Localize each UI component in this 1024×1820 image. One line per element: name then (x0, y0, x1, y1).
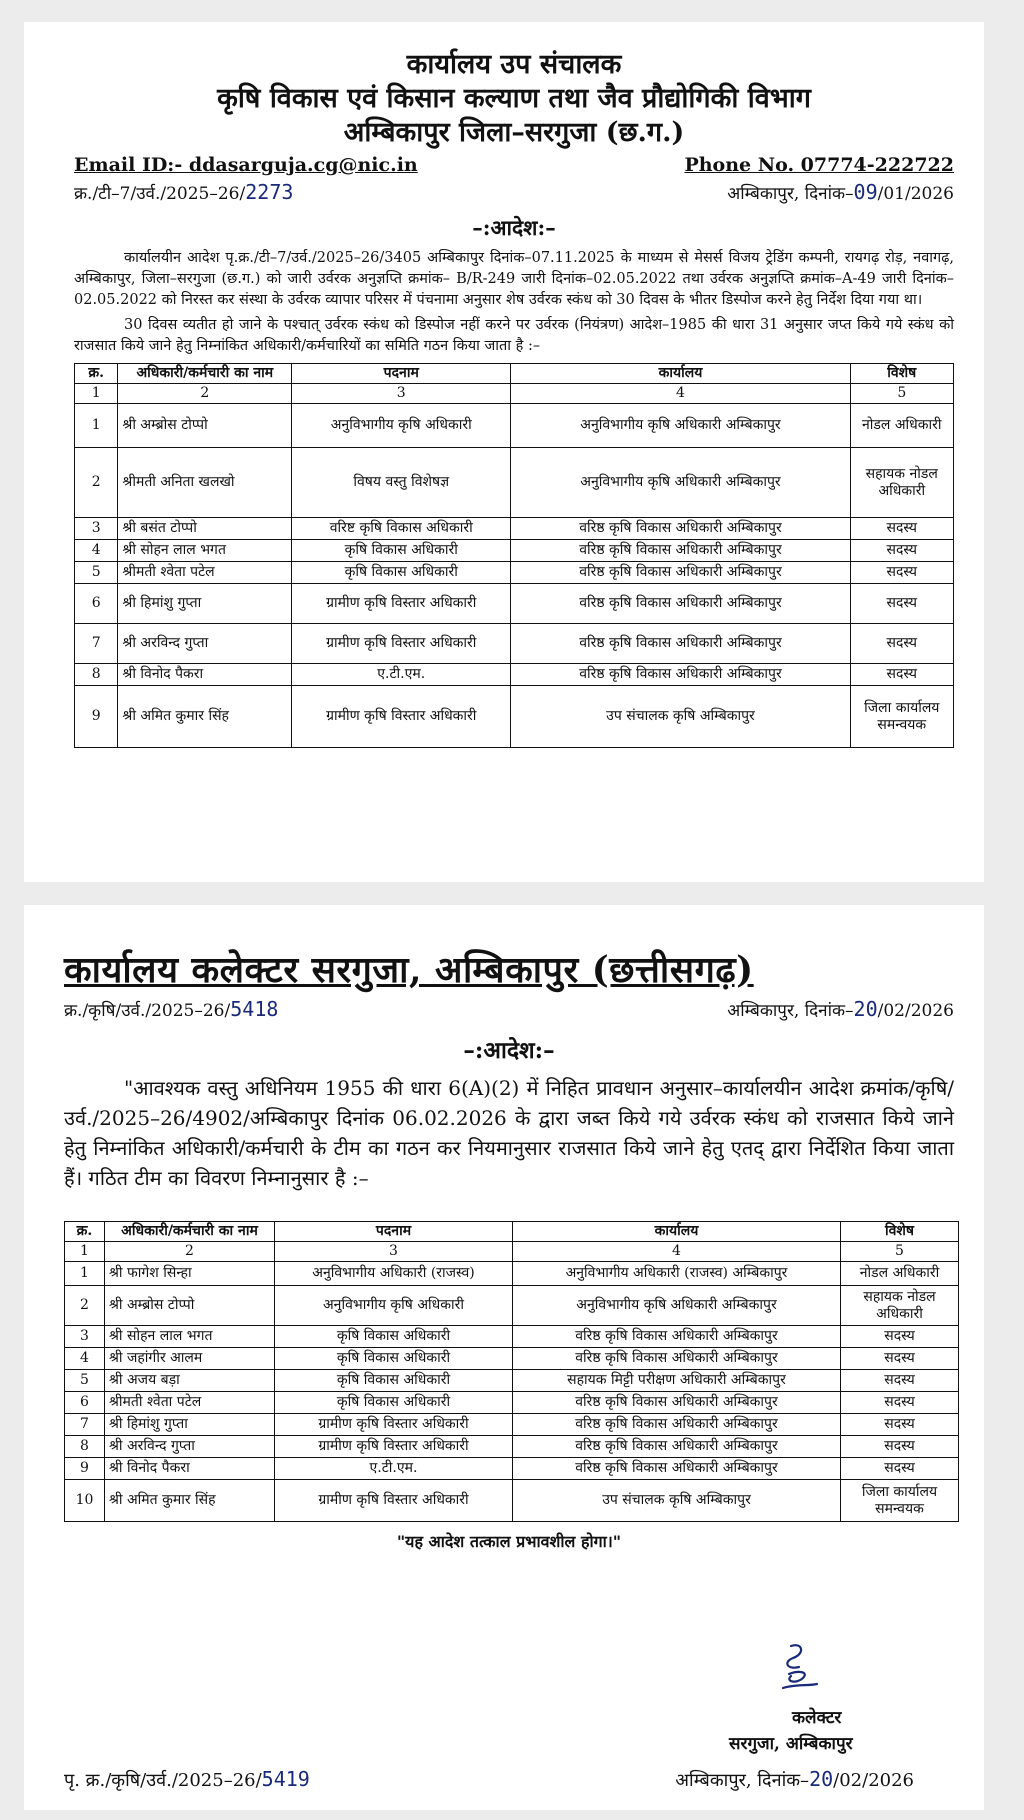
order-paragraph: "आवश्यक वस्तु अधिनियम 1955 की धारा 6(A)(2) में निहित प्रावधान अनुसार–कार्यालयीन आदेश क्रमांक/कृषि/उर्व./2025–26/4902/अम्बिकापुर दिनांक 06.02.2026 के द्वारा जब्त किये गये उर्वरक स्कंध को राजसात किये जाने हेतु निम्नांकित अधिकारी/कर्मचारी के टीम का गठन कर नियमानुसार राजसात किये जाने हेतु एतद् द्वारा निर्देशित किया जाता हैं। गठित टीम का विवरण निम्नानुसार है :– (64, 1076, 954, 1190)
column-header: पदनाम (292, 364, 511, 384)
cell-name: श्री जहांगीर आलम (105, 1348, 275, 1370)
table-body (65, 1262, 959, 1522)
table-header-row (75, 364, 954, 384)
cell-office: अनुविभागीय अधिकारी (राजस्व) अम्बिकापुर (513, 1262, 841, 1286)
cell-no: 1 (75, 404, 118, 448)
date-prefix: अम्बिकापुर, दिनांक– (727, 184, 854, 204)
column-header: विशेष (850, 364, 953, 384)
cell-name: श्री फागेश सिन्हा (105, 1262, 275, 1286)
reference-number (74, 180, 293, 204)
closing-statement: "यह आदेश तत्काल प्रभावशील होगा।" (396, 1532, 622, 1551)
committee-table (74, 363, 954, 748)
handwritten-signature (769, 1640, 829, 1695)
cell-office: वरिष्ठ कृषि विकास अधिकारी अम्बिकापुर (511, 664, 850, 686)
phone-text: Phone No. 07774-222722 (684, 154, 954, 176)
cell-role: सहायक नोडल अधिकारी (850, 448, 953, 518)
cell-designation: कृषि विकास अधिकारी (275, 1326, 513, 1348)
cell-designation: कृषि विकास अधिकारी (292, 562, 511, 584)
cell-no: 10 (65, 1480, 105, 1522)
cell-designation: ग्रामीण कृषि विस्तार अधिकारी (292, 686, 511, 748)
cell-role: सदस्य (850, 664, 953, 686)
order-2-document (24, 905, 984, 1810)
cell-name: श्री विनोद पैकरा (105, 1458, 275, 1480)
cell-no: 3 (65, 1326, 105, 1348)
cell-office: वरिष्ठ कृषि विकास अधिकारी अम्बिकापुर (511, 584, 850, 624)
cell-no: 7 (65, 1414, 105, 1436)
cell-designation: अनुविभागीय कृषि अधिकारी (275, 1286, 513, 1326)
ref-handwritten-number: 2273 (245, 180, 294, 204)
column-header: क्र. (65, 1222, 105, 1242)
column-number-cell: 1 (65, 1242, 105, 1262)
cell-role: सदस्य (841, 1458, 959, 1480)
cell-name: श्री हिमांशु गुप्ता (118, 584, 292, 624)
cell-name: श्रीमती श्वेता पटेल (105, 1392, 275, 1414)
table-column-number-row (75, 384, 954, 404)
cell-no: 6 (75, 584, 118, 624)
column-header: पदनाम (275, 1222, 513, 1242)
cell-office: वरिष्ठ कृषि विकास अधिकारी अम्बिकापुर (511, 540, 850, 562)
cell-role: सदस्य (850, 562, 953, 584)
column-number-cell: 1 (75, 384, 118, 404)
date-rest: /01/2026 (877, 184, 954, 204)
cell-designation: ग्रामीण कृषि विस्तार अधिकारी (292, 624, 511, 664)
cell-no: 4 (65, 1348, 105, 1370)
cell-name: श्री अरविन्द गुप्ता (105, 1436, 275, 1458)
column-number-cell: 2 (118, 384, 292, 404)
cell-no: 6 (65, 1392, 105, 1414)
cell-no: 2 (75, 448, 118, 518)
cell-designation: ग्रामीण कृषि विस्तार अधिकारी (292, 584, 511, 624)
table-row (75, 664, 954, 686)
cell-name: श्रीमती अनिता खलखो (118, 448, 292, 518)
table-row (75, 448, 954, 518)
table-row (65, 1392, 959, 1414)
cell-no: 2 (65, 1286, 105, 1326)
cell-office: वरिष्ठ कृषि विकास अधिकारी अम्बिकापुर (513, 1414, 841, 1436)
location-heading: अम्बिकापुर जिला–सरगुजा (छ.ग.) (343, 117, 685, 148)
column-number-cell: 3 (275, 1242, 513, 1262)
cell-designation: कृषि विकास अधिकारी (275, 1392, 513, 1414)
endorse-handwritten-number: 5419 (261, 1767, 310, 1791)
cell-role: जिला कार्यालय समन्वयक (841, 1480, 959, 1522)
table-header-row (65, 1222, 959, 1242)
cell-name: श्री अम्ब्रोस टोप्पो (118, 404, 292, 448)
reference-row (64, 997, 954, 1021)
table-row (75, 404, 954, 448)
ref-handwritten-number: 5418 (230, 997, 279, 1021)
endorse-date-prefix: अम्बिकापुर, दिनांक– (675, 1770, 810, 1791)
department-heading: कृषि विकास एवं किसान कल्याण तथा जैव प्रौद्योगिकी विभाग (217, 83, 811, 114)
endorse-prefix: पृ. क्र./कृषि/उर्व./2025–26/ (64, 1770, 262, 1791)
cell-office: वरिष्ठ कृषि विकास अधिकारी अम्बिकापुर (513, 1348, 841, 1370)
cell-office: वरिष्ठ कृषि विकास अधिकारी अम्बिकापुर (513, 1458, 841, 1480)
column-number-cell: 5 (841, 1242, 959, 1262)
table-row (65, 1480, 959, 1522)
cell-name: श्री अजय बड़ा (105, 1370, 275, 1392)
endorse-date-rest: /02/2026 (833, 1770, 914, 1791)
table-row (65, 1348, 959, 1370)
order-1-document (24, 22, 984, 882)
cell-designation: वरिष्ट कृषि विकास अधिकारी (292, 518, 511, 540)
collector-office-title: कार्यालय कलेक्टर सरगुजा, अम्बिकापुर (छत्तीसगढ़) (64, 949, 754, 991)
order-heading: –:आदेश:– (472, 215, 556, 240)
table-row (65, 1458, 959, 1480)
date-rest: /02/2026 (877, 1001, 954, 1021)
cell-no: 8 (65, 1436, 105, 1458)
cell-role: सदस्य (841, 1370, 959, 1392)
ref-prefix: क्र./कृषि/उर्व./2025–26/ (64, 1001, 231, 1021)
order-paragraph-1: कार्यालयीन आदेश पृ.क्र./टी–7/उर्व./2025–26/3405 अम्बिकापुर दिनांक–07.11.2025 के माध्यम से मेसर्स विजय ट्रेडिंग कम्पनी, रायगढ़ रोड़, नवागढ़, अम्बिकापुर, जिला–सरगुजा (छ.ग.) को जारी उर्वरक अनुज्ञप्ति क्रमांक– B/R-249 जारी दिनांक–02.05.2022 तथा उर्वरक अनुज्ञप्ति क्रमांक–A-49 जारी दिनांक–02.05.2022 को निरस्त कर संस्था के उर्वरक व्यापार परिसर में पंचनामा अनुसार शेष उर्वरक स्कंध को 30 दिवस के भीतर डिस्पोज करने हेतु निर्देश दिया गया था। (74, 250, 954, 308)
cell-role: नोडल अधिकारी (850, 404, 953, 448)
column-number-cell: 2 (105, 1242, 275, 1262)
order-paragraph-2: 30 दिवस व्यतीत हो जाने के पश्चात् उर्वरक स्कंध को डिस्पोज नहीं करने पर उर्वरक (नियंत्रण) आदेश–1985 की धारा 31 अनुसार जप्त किये गये स्कंध को राजसात किये जाने हेतु निम्नांकित अधिकारी/कर्मचारियों का समिति गठन किया जाता है :– (74, 317, 954, 354)
cell-role: जिला कार्यालय समन्वयक (850, 686, 953, 748)
cell-role: सदस्य (850, 540, 953, 562)
cell-role: सहायक नोडल अधिकारी (841, 1286, 959, 1326)
signatory-title: कलेक्टर (792, 1708, 842, 1728)
cell-office: वरिष्ठ कृषि विकास अधिकारी अम्बिकापुर (513, 1326, 841, 1348)
table-row (75, 624, 954, 664)
cell-designation: ए.टी.एम. (292, 664, 511, 686)
date-handwritten-day: 09 (853, 180, 878, 204)
cell-name: श्री अम्ब्रोस टोप्पो (105, 1286, 275, 1326)
cell-role: सदस्य (850, 624, 953, 664)
cell-designation: कृषि विकास अधिकारी (292, 540, 511, 562)
cell-no: 7 (75, 624, 118, 664)
cell-designation: ग्रामीण कृषि विस्तार अधिकारी (275, 1480, 513, 1522)
cell-office: वरिष्ठ कृषि विकास अधिकारी अम्बिकापुर (513, 1392, 841, 1414)
cell-name: श्री अमित कुमार सिंह (118, 686, 292, 748)
table-body (75, 404, 954, 748)
column-header: क्र. (75, 364, 118, 384)
cell-no: 5 (75, 562, 118, 584)
reference-row (74, 180, 954, 204)
table-row (75, 540, 954, 562)
column-header: अधिकारी/कर्मचारी का नाम (118, 364, 292, 384)
order-date (727, 180, 954, 204)
date-prefix: अम्बिकापुर, दिनांक– (727, 1001, 854, 1021)
cell-role: सदस्य (841, 1392, 959, 1414)
ref-prefix: क्र./टी–7/उर्व./2025–26/ (74, 184, 246, 204)
cell-no: 5 (65, 1370, 105, 1392)
column-header: कार्यालय (513, 1222, 841, 1242)
cell-name: श्री सोहन लाल भगत (118, 540, 292, 562)
cell-office: अनुविभागीय कृषि अधिकारी अम्बिकापुर (511, 448, 850, 518)
cell-no: 3 (75, 518, 118, 540)
column-header: अधिकारी/कर्मचारी का नाम (105, 1222, 275, 1242)
table-row (65, 1370, 959, 1392)
order-date (727, 997, 954, 1021)
cell-office: अनुविभागीय कृषि अधिकारी अम्बिकापुर (511, 404, 850, 448)
table-row (75, 518, 954, 540)
cell-no: 4 (75, 540, 118, 562)
cell-office: सहायक मिट्टी परीक्षण अधिकारी अम्बिकापुर (513, 1370, 841, 1392)
table-row (75, 686, 954, 748)
cell-designation: विषय वस्तु विशेषज्ञ (292, 448, 511, 518)
cell-designation: ग्रामीण कृषि विस्तार अधिकारी (275, 1436, 513, 1458)
cell-no: 8 (75, 664, 118, 686)
cell-office: उप संचालक कृषि अम्बिकापुर (513, 1480, 841, 1522)
endorsement-number (64, 1767, 310, 1792)
cell-designation: अनुविभागीय अधिकारी (राजस्व) (275, 1262, 513, 1286)
cell-designation: ग्रामीण कृषि विस्तार अधिकारी (275, 1414, 513, 1436)
cell-designation: कृषि विकास अधिकारी (275, 1370, 513, 1392)
cell-designation: अनुविभागीय कृषि अधिकारी (292, 404, 511, 448)
cell-name: श्रीमती श्वेता पटेल (118, 562, 292, 584)
cell-name: श्री सोहन लाल भगत (105, 1326, 275, 1348)
cell-role: सदस्य (850, 518, 953, 540)
column-number-cell: 5 (850, 384, 953, 404)
cell-office: वरिष्ठ कृषि विकास अधिकारी अम्बिकापुर (511, 624, 850, 664)
date-handwritten-day: 20 (853, 997, 878, 1021)
cell-name: श्री विनोद पैकरा (118, 664, 292, 686)
cell-role: सदस्य (841, 1436, 959, 1458)
cell-name: श्री हिमांशु गुप्ता (105, 1414, 275, 1436)
cell-role: नोडल अधिकारी (841, 1262, 959, 1286)
cell-role: सदस्य (850, 584, 953, 624)
email-text: Email ID:- ddasarguja.cg@nic.in (74, 154, 418, 176)
cell-name: श्री अरविन्द गुप्ता (118, 624, 292, 664)
table-row (75, 562, 954, 584)
table-column-number-row (65, 1242, 959, 1262)
table-row (75, 584, 954, 624)
cell-no: 1 (65, 1262, 105, 1286)
contact-row (74, 154, 954, 176)
column-number-cell: 4 (511, 384, 850, 404)
signatory-place: सरगुजा, अम्बिकापुर (729, 1734, 853, 1754)
column-header: कार्यालय (511, 364, 850, 384)
cell-office: वरिष्ठ कृषि विकास अधिकारी अम्बिकापुर (511, 518, 850, 540)
column-header: विशेष (841, 1222, 959, 1242)
cell-office: वरिष्ठ कृषि विकास अधिकारी अम्बिकापुर (511, 562, 850, 584)
cell-no: 9 (75, 686, 118, 748)
table-row (65, 1414, 959, 1436)
cell-office: वरिष्ठ कृषि विकास अधिकारी अम्बिकापुर (513, 1436, 841, 1458)
endorsement-row (64, 1767, 914, 1792)
cell-name: श्री बसंत टोप्पो (118, 518, 292, 540)
cell-office: उप संचालक कृषि अम्बिकापुर (511, 686, 850, 748)
table-row (65, 1436, 959, 1458)
cell-role: सदस्य (841, 1326, 959, 1348)
endorse-handwritten-day: 20 (809, 1767, 834, 1791)
cell-no: 9 (65, 1458, 105, 1480)
cell-role: सदस्य (841, 1348, 959, 1370)
reference-number (64, 997, 278, 1021)
order-heading: –:आदेश:– (463, 1037, 555, 1064)
office-heading: कार्यालय उप संचालक (406, 49, 622, 80)
endorsement-date (675, 1767, 914, 1792)
cell-role: सदस्य (841, 1414, 959, 1436)
cell-designation: कृषि विकास अधिकारी (275, 1348, 513, 1370)
team-table (64, 1221, 959, 1522)
table-row (65, 1326, 959, 1348)
cell-name: श्री अमित कुमार सिंह (105, 1480, 275, 1522)
column-number-cell: 3 (292, 384, 511, 404)
cell-office: अनुविभागीय कृषि अधिकारी अम्बिकापुर (513, 1286, 841, 1326)
table-row (65, 1286, 959, 1326)
column-number-cell: 4 (513, 1242, 841, 1262)
cell-designation: ए.टी.एम. (275, 1458, 513, 1480)
table-row (65, 1262, 959, 1286)
